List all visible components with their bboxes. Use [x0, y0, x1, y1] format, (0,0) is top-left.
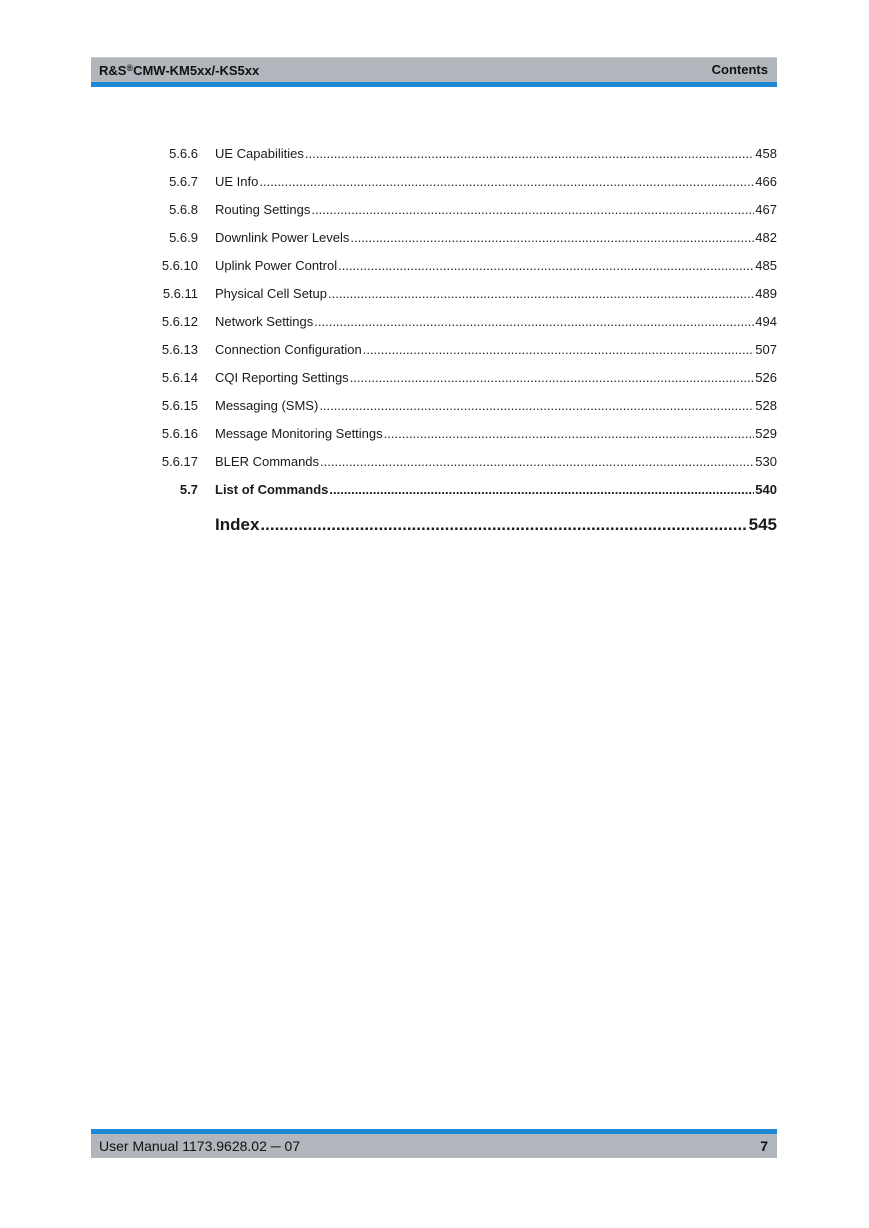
- toc-row-index[interactable]: [0, 515, 869, 535]
- toc-number: 5.6.7: [169, 174, 198, 189]
- toc-number: 5.6.16: [161, 426, 198, 441]
- toc-title[interactable]: UE Info: [215, 174, 259, 189]
- toc-page[interactable]: 545: [748, 515, 777, 534]
- toc-leader: [329, 482, 754, 497]
- toc-page[interactable]: 466: [755, 174, 777, 189]
- toc-page[interactable]: 530: [755, 454, 777, 469]
- toc-number: 5.6.15: [161, 398, 198, 413]
- toc-number: 5.6.11: [162, 286, 198, 301]
- toc-row[interactable]: [0, 367, 869, 387]
- toc-page[interactable]: 467: [755, 202, 777, 217]
- toc-title[interactable]: Network Settings: [215, 314, 314, 329]
- toc-row[interactable]: [0, 395, 869, 415]
- toc-leader: [328, 286, 754, 301]
- toc-number: 5.6.10: [161, 258, 198, 273]
- registered-mark: ®: [126, 63, 134, 73]
- toc-leader: [320, 454, 754, 469]
- product-prefix: R&S: [99, 63, 127, 78]
- toc-row[interactable]: [0, 423, 869, 443]
- toc-title[interactable]: Downlink Power Levels: [215, 230, 350, 245]
- header-stripe: [91, 82, 777, 87]
- page-header: [91, 57, 777, 83]
- toc-row[interactable]: [0, 227, 869, 247]
- toc-leader: [259, 174, 754, 189]
- toc-number: 5.6.9: [169, 230, 198, 245]
- toc-title[interactable]: Routing Settings: [215, 202, 311, 217]
- manual-id: User Manual 1173.9628.02 ─ 07: [99, 1138, 301, 1154]
- toc-row[interactable]: [0, 311, 869, 331]
- toc-title[interactable]: Connection Configuration: [215, 342, 362, 357]
- toc-title[interactable]: CQI Reporting Settings: [215, 370, 349, 385]
- toc-title[interactable]: Uplink Power Control: [215, 258, 338, 273]
- toc-row[interactable]: [0, 451, 869, 471]
- toc-page[interactable]: 526: [755, 370, 777, 385]
- toc-row-section[interactable]: [0, 479, 869, 499]
- toc-number: 5.6.13: [161, 342, 198, 357]
- toc-row[interactable]: [0, 339, 869, 359]
- toc-number: 5.6.12: [161, 314, 198, 329]
- page-footer: [91, 1134, 777, 1158]
- toc-leader: [338, 258, 754, 273]
- toc-title[interactable]: Messaging (SMS): [215, 398, 319, 413]
- toc-page[interactable]: 507: [755, 342, 777, 357]
- toc-leader: [305, 146, 754, 161]
- toc-page[interactable]: 528: [755, 398, 777, 413]
- toc-title[interactable]: Index: [215, 515, 260, 534]
- product-title: [99, 63, 259, 78]
- toc-title[interactable]: Message Monitoring Settings: [215, 426, 383, 441]
- toc-number: 5.6.14: [161, 370, 198, 385]
- toc-row[interactable]: [0, 143, 869, 163]
- toc-page[interactable]: 494: [755, 314, 777, 329]
- toc-page[interactable]: 482: [755, 230, 777, 245]
- toc-row[interactable]: [0, 283, 869, 303]
- toc-leader: [350, 370, 755, 385]
- toc-title[interactable]: List of Commands: [215, 482, 329, 497]
- toc-number: 5.6.17: [161, 454, 198, 469]
- toc-leader: [314, 314, 754, 329]
- toc-leader: [384, 426, 755, 441]
- toc-row[interactable]: [0, 255, 869, 275]
- product-name: CMW-KM5xx/-KS5xx: [133, 63, 260, 78]
- toc-title[interactable]: Physical Cell Setup: [215, 286, 327, 301]
- toc-row[interactable]: [0, 171, 869, 191]
- toc-number: 5.6.6: [169, 146, 198, 161]
- toc-leader: [260, 515, 747, 535]
- toc-leader: [319, 398, 754, 413]
- toc-leader: [350, 230, 754, 245]
- toc-row[interactable]: [0, 199, 869, 219]
- toc-number: 5.7: [179, 482, 198, 497]
- toc-number: 5.6.8: [169, 202, 198, 217]
- section-title: Contents: [711, 62, 768, 77]
- toc-leader: [363, 342, 755, 357]
- toc-page[interactable]: 485: [755, 258, 777, 273]
- toc-page[interactable]: 529: [755, 426, 777, 441]
- toc-leader: [311, 202, 754, 217]
- toc-title[interactable]: UE Capabilities: [215, 146, 304, 161]
- toc-title[interactable]: BLER Commands: [215, 454, 320, 469]
- toc-page[interactable]: 489: [755, 286, 777, 301]
- toc-page[interactable]: 540: [755, 482, 777, 497]
- page-number: 7: [760, 1138, 768, 1154]
- toc-page[interactable]: 458: [755, 146, 777, 161]
